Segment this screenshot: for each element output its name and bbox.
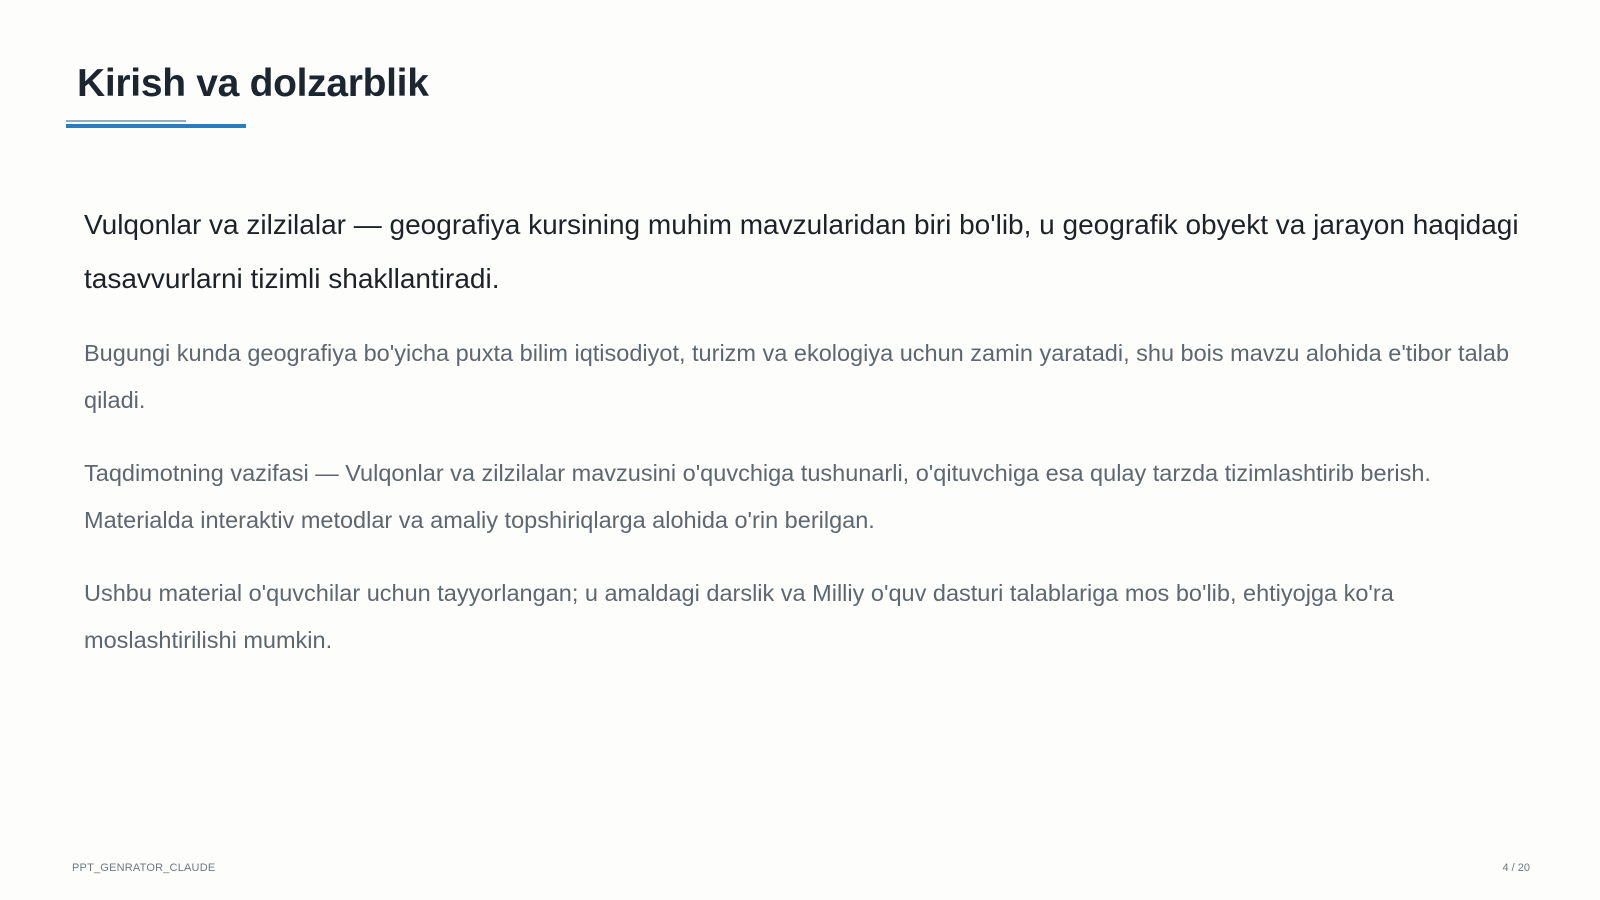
title-underline-accent <box>66 120 186 122</box>
footer-generator-label: PPT_GENRATOR_CLAUDE <box>72 862 216 874</box>
body-paragraph-1: Bugungi kunda geografiya bo'yicha puxta bilim iqtisodiyot, turizm va ekologiya uchun zamin yaratadi, shu bois mavzu alohida e'tibor talab qiladi. <box>84 340 1510 413</box>
title-underline <box>66 124 246 128</box>
body-paragraph-2: Taqdimotning vazifasi — Vulqonlar va zilzilalar mavzusini o'quvchiga tushunarli, o'qituvchiga esa qulay tarzda tizimlashtirib berish. Materialda interaktiv metodlar va amaliy topshiriqlarga alohida o'rin berilgan. <box>84 460 1431 533</box>
slide-title: Kirish va dolzarblik <box>77 62 429 105</box>
footer-page-number: 4 / 20 <box>1502 862 1530 874</box>
body-paragraph-3: Ushbu material o'quvchilar uchun tayyorlangan; u amaldagi darslik va Milliy o'quv dasturi talablariga mos bo'lib, ehtiyojga ko'ra moslashtirilishi mumkin. <box>84 580 1394 653</box>
lead-paragraph: Vulqonlar va zilzilalar — geografiya kursining muhim mavzularidan biri bo'lib, u geografik obyekt va jarayon haqidagi tasavvurlarni tizimli shakllantiradi. <box>84 209 1519 294</box>
